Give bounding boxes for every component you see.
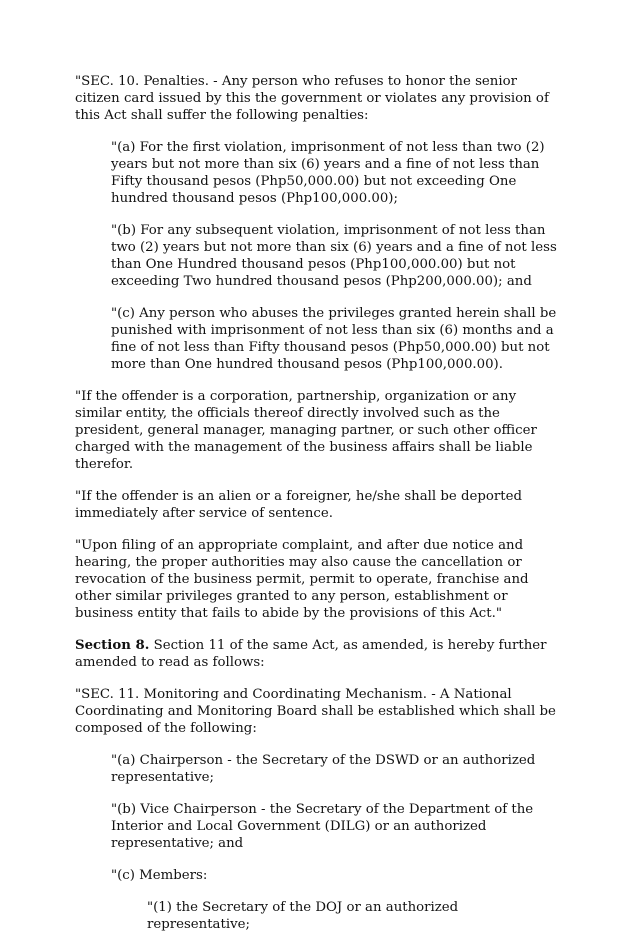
paragraph-text: "SEC. 10. Penalties. - Any person who refuses to honor the senior citizen card issued by this the government or violates any provision of this Act shall suffer the following penalties: bbox=[75, 74, 549, 123]
paragraph-text: "If the offender is an alien or a foreigner, he/she shall be deported immediately after service of sentence. bbox=[75, 489, 522, 521]
paragraph-sec10-penalties bbox=[75, 73, 565, 124]
paragraph-alien-offender bbox=[75, 488, 565, 522]
paragraph-text: "(c) Any person who abuses the privileges granted herein shall be punished with imprisonment of not less than six (6) months and a fine of not less than Fifty thousand pesos (Php50,000.00) but not more than One hundred thousand pesos (Php100,000.00). bbox=[111, 306, 557, 372]
paragraph-text: "(b) Vice Chairperson - the Secretary of the Department of the Interior and Local Government (DILG) or an authorized representative; and bbox=[111, 802, 534, 851]
paragraph-permit-revocation bbox=[75, 537, 565, 622]
paragraph-text: "(b) For any subsequent violation, imprisonment of not less than two (2) years but not more than six (6) years and a fine of not less than One Hundred thousand pesos (Php100,000.00) but not exceeding Two hundred thousand pesos (Php200,000.00); and bbox=[111, 223, 557, 289]
paragraph-chairperson bbox=[75, 752, 565, 786]
paragraph-penalty-a bbox=[75, 139, 565, 207]
paragraph-text: Section 11 of the same Act, as amended, is hereby further amended to read as follows: bbox=[75, 638, 547, 670]
section-heading: Section 8. bbox=[75, 638, 150, 653]
document-page bbox=[75, 73, 565, 948]
paragraph-text: "(c) Members: bbox=[111, 868, 208, 883]
paragraph-vice-chairperson bbox=[75, 801, 565, 852]
paragraph-sec11-monitoring bbox=[75, 686, 565, 737]
paragraph-text: "(1) the Secretary of the DOJ or an authorized representative; bbox=[147, 900, 459, 932]
paragraph-members bbox=[75, 867, 565, 884]
paragraph-text: "If the offender is a corporation, partnership, organization or any similar entity, the officials thereof directly involved such as the president, general manager, managing partner, or such other officer charged with the management of the business affairs shall be liable therefor. bbox=[75, 389, 537, 472]
paragraph-text: "(a) Chairperson - the Secretary of the DSWD or an authorized representative; bbox=[111, 753, 536, 785]
paragraph-text: "Upon filing of an appropriate complaint, and after due notice and hearing, the proper authorities may also cause the cancellation or revocation of the business permit, permit to operate, franchise and other similar privileges granted to any person, establishment or business entity that fails to abide by the provisions of this Act." bbox=[75, 538, 529, 621]
paragraph-section-8 bbox=[75, 637, 565, 671]
paragraph-member-doj bbox=[75, 899, 565, 933]
paragraph-penalty-c bbox=[75, 305, 565, 373]
paragraph-text: "(a) For the first violation, imprisonment of not less than two (2) years but not more than six (6) years and a fine of not less than Fifty thousand pesos (Php50,000.00) but not exceeding One hundred thousand pesos (Php100,000.00); bbox=[111, 140, 545, 206]
paragraph-penalty-b bbox=[75, 222, 565, 290]
paragraph-text: "SEC. 11. Monitoring and Coordinating Mechanism. - A National Coordinating and Monitoring Board shall be established which shall be composed of the following: bbox=[75, 687, 556, 736]
paragraph-corporate-offender bbox=[75, 388, 565, 473]
